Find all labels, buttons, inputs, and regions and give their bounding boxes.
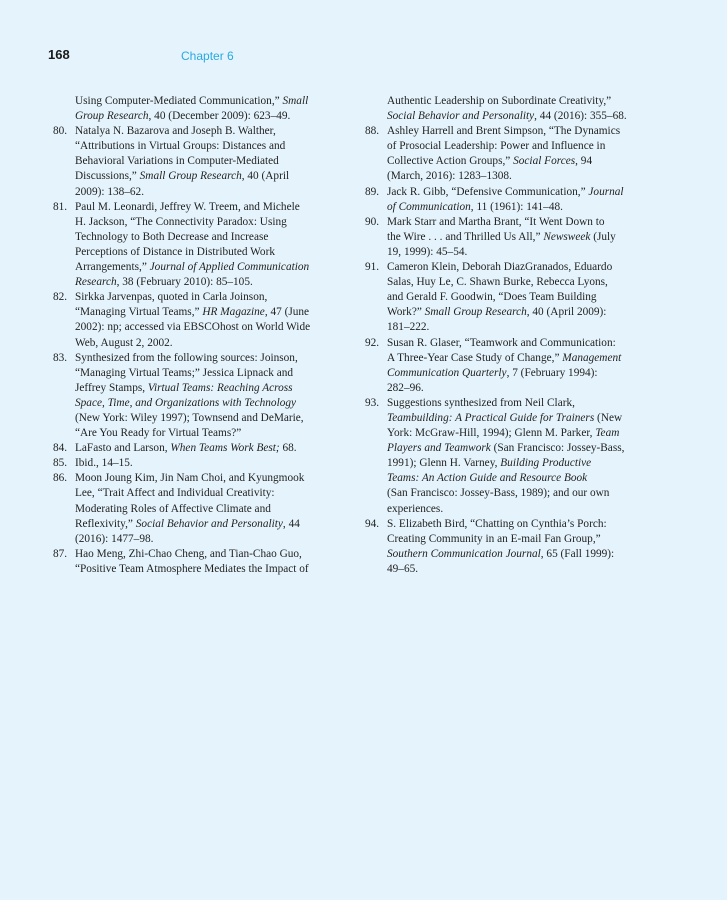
citation-text: Moon Joung Kim, Jin Nam Choi, and Kyungmook [75, 472, 305, 485]
endnote-line [387, 139, 656, 154]
citation-text: York: McGraw-Hill, 1994); Glenn M. Parker, [387, 427, 596, 440]
citation-text: 19, 1999): 45–54. [387, 245, 468, 258]
endnote-line [75, 351, 344, 366]
citation-title: Communication Quarterly [387, 366, 507, 379]
endnote-number [44, 351, 75, 442]
citation-text: 282–96. [387, 381, 424, 394]
citation-text: 2009): 138–62. [75, 185, 145, 198]
endnote-line [75, 532, 344, 547]
endnote-91 [356, 260, 656, 335]
endnote-line [387, 547, 656, 562]
endnote-line [387, 169, 656, 184]
endnote-line [75, 456, 344, 471]
citation-text: Paul M. Leonardi, Jeffrey W. Treem, and Michele [75, 200, 300, 213]
citation-text: “Attributions in Virtual Groups: Distances and [75, 140, 286, 153]
citation-title: Teambuilding: A Practical Guide for Trainers [387, 411, 595, 424]
endnote-line [75, 471, 344, 486]
citation-title: When Teams Work Best; [170, 442, 280, 455]
citation-text: Hao Meng, Zhi-Chao Cheng, and Tian-Chao Guo, [75, 547, 302, 560]
endnote-line [75, 109, 344, 124]
citation-text: Sirkka Jarvenpas, quoted in Carla Joinson, [75, 291, 268, 304]
citation-title: Players and Teamwork [387, 442, 491, 455]
endnote-line [75, 94, 344, 109]
endnote-81 [44, 200, 344, 291]
endnote-text [75, 456, 344, 471]
endnote-94 [356, 517, 656, 577]
endnote-86 [44, 471, 344, 546]
endnote-line [387, 411, 656, 426]
endnote-number [44, 200, 75, 291]
endnote-line [75, 305, 344, 320]
citation-title: Journal of Applied Communication [149, 261, 310, 274]
citation-title: Research [75, 276, 117, 289]
endnote-text [387, 336, 656, 396]
citation-text: “Managing Virtual Teams,” [75, 306, 203, 319]
endnote-line [387, 396, 656, 411]
citation-text: Web, August 2, 2002. [75, 336, 173, 349]
endnote-number [44, 290, 75, 350]
endnote-number [44, 94, 75, 124]
citation-text: Perceptions of Distance in Distributed Work [75, 245, 275, 258]
citation-title: Virtual Teams: Reaching Across [147, 381, 293, 394]
citation-title: Newsweek [543, 230, 591, 243]
endnote-text [387, 124, 656, 184]
endnote-line [387, 94, 656, 109]
citation-text: Lee, “Trait Affect and Individual Creativity: [75, 487, 275, 500]
citation-text: A Three-Year Case Study of Change,” [387, 351, 563, 364]
endnote-text [75, 471, 344, 546]
endnote-text [387, 396, 656, 517]
endnote-number [356, 124, 387, 184]
citation-text: Ashley Harrell and Brent Simpson, “The Dynamics [387, 125, 621, 138]
citation-text: 1991); Glenn H. Varney, [387, 457, 501, 470]
endnote-number [44, 547, 75, 577]
endnote-line [387, 260, 656, 275]
citation-title: Social Behavior and Personality [387, 110, 535, 123]
endnote-text [387, 517, 656, 577]
citation-text: 181–222. [387, 321, 430, 334]
endnote-85 [44, 456, 344, 471]
endnote-83 [44, 351, 344, 442]
citation-text: Synthesized from the following sources: Joinson, [75, 351, 298, 364]
citation-text: and Gerald F. Goodwin, “Does Team Building [387, 291, 597, 304]
endnote-line [387, 502, 656, 517]
endnote-line [387, 230, 656, 245]
citation-text: , 65 (Fall 1999): [540, 547, 615, 560]
endnote-line [387, 456, 656, 471]
citation-title: Team [595, 427, 620, 440]
endnote-number-label: 82. [53, 291, 68, 304]
endnote-number [44, 441, 75, 456]
endnote-number-label: 88. [365, 125, 380, 138]
endnote-line [75, 336, 344, 351]
endnote-text [387, 94, 656, 124]
citation-text: , 47 (June [264, 306, 310, 319]
citation-text: Arrangements,” [75, 261, 150, 274]
endnote-number [356, 185, 387, 215]
citation-text: Moderating Roles of Affective Climate and [75, 502, 271, 515]
citation-text: , 40 (April 2009): [526, 306, 607, 319]
citation-title: of Communication [387, 200, 471, 213]
endnote-text [75, 94, 344, 124]
endnote-number-label: 90. [365, 215, 380, 228]
endnote-line [75, 381, 344, 396]
endnote-number-label: 91. [365, 261, 380, 274]
endnote-number-label: 83. [53, 351, 68, 364]
endnote-line [75, 562, 344, 577]
citation-title: Journal [588, 185, 624, 198]
citation-title: Small [282, 95, 309, 107]
endnote-90 [356, 215, 656, 260]
citation-title: Building Productive [500, 457, 592, 470]
endnote-number-label: 84. [53, 442, 68, 455]
endnote-text [75, 200, 344, 291]
endnote-line [387, 154, 656, 169]
endnote-continued [44, 94, 344, 124]
citation-text: Natalya N. Bazarova and Joseph B. Walther, [75, 125, 276, 138]
endnote-line [75, 441, 344, 456]
endnote-line [387, 275, 656, 290]
citation-text: the Wire . . . and Thrilled Us All,” [387, 230, 544, 243]
citation-text: Authentic Leadership on Subordinate Creativity,” [387, 95, 612, 107]
endnote-87 [44, 547, 344, 577]
citation-text: (March, 2016): 1283–1308. [387, 170, 512, 183]
citation-text: , 40 (April [241, 170, 290, 183]
endnote-line [387, 562, 656, 577]
citation-text: LaFasto and Larson, [75, 442, 171, 455]
endnote-line [75, 230, 344, 245]
endnote-text [75, 290, 344, 350]
citation-text: , 40 (December 2009): 623–49. [148, 110, 291, 123]
chapter-label: Chapter 6 [181, 49, 234, 63]
endnote-text [387, 185, 656, 215]
endnote-number-label: 92. [365, 336, 380, 349]
endnote-number [44, 124, 75, 199]
endnote-line [75, 245, 344, 260]
endnote-line [387, 486, 656, 501]
endnote-line [75, 486, 344, 501]
citation-text: Susan R. Glaser, “Teamwork and Communication: [387, 336, 616, 349]
citation-text: Creating Community in an E-mail Fan Group,” [387, 532, 601, 545]
citation-text: of Prosocial Leadership: Power and Influence in [387, 140, 606, 153]
citation-text: “Positive Team Atmosphere Mediates the Impact of [75, 562, 309, 575]
endnote-line [387, 124, 656, 139]
endnote-line [387, 532, 656, 547]
endnote-number-label: 86. [53, 472, 68, 485]
notes-column-right [356, 94, 656, 577]
citation-text: (New [594, 411, 623, 424]
citation-text: Salas, Huy Le, C. Shawn Burke, Rebecca Lyons, [387, 276, 608, 289]
endnote-line [75, 154, 344, 169]
endnote-line [387, 336, 656, 351]
citation-text: “Are You Ready for Virtual Teams?” [75, 427, 242, 440]
citation-text: Jeffrey Stamps, [75, 381, 148, 394]
endnote-number-label: 81. [53, 200, 68, 213]
citation-title: HR Magazine [202, 306, 265, 319]
endnote-82 [44, 290, 344, 350]
endnote-number [44, 471, 75, 546]
endnote-text [75, 351, 344, 442]
endnote-number-label: 94. [365, 517, 380, 530]
citation-text: Reflexivity,” [75, 517, 136, 530]
citation-text: experiences. [387, 502, 444, 515]
endnote-number [356, 260, 387, 335]
endnote-line [75, 502, 344, 517]
endnote-line [75, 200, 344, 215]
endnote-line [387, 200, 656, 215]
citation-text: “Managing Virtual Teams;” Jessica Lipnack and [75, 366, 294, 379]
citation-text: , 11 (1961): 141–48. [470, 200, 563, 213]
endnote-continued [356, 94, 656, 124]
endnote-number-label: 85. [53, 457, 68, 470]
endnote-line [387, 245, 656, 260]
citation-text: (2016): 1477–98. [75, 532, 154, 545]
endnote-line [387, 305, 656, 320]
endnote-line [75, 260, 344, 275]
endnote-line [75, 275, 344, 290]
endnote-line [75, 517, 344, 532]
endnote-line [75, 396, 344, 411]
endnote-line [387, 441, 656, 456]
endnote-line [387, 320, 656, 335]
endnote-line [387, 290, 656, 305]
endnote-line [387, 185, 656, 200]
citation-text: (July [590, 230, 616, 243]
endnote-text [387, 260, 656, 335]
citation-text: Discussions,” [75, 170, 140, 183]
endnote-number [356, 215, 387, 260]
citation-text: Behavioral Variations in Computer-Mediated [75, 155, 279, 168]
citation-title: Teams: An Action Guide and Resource Book [387, 472, 588, 485]
endnote-number [356, 94, 387, 124]
endnote-line [75, 139, 344, 154]
citation-text: (San Francisco: Jossey-Bass, 1989); and our own [387, 487, 610, 500]
citation-text: S. Elizabeth Bird, “Chatting on Cynthia’s Porch: [387, 517, 607, 530]
endnote-84 [44, 441, 344, 456]
endnote-93 [356, 396, 656, 517]
notes-column-left [44, 94, 344, 577]
endnote-text [75, 124, 344, 199]
citation-text: 68. [279, 442, 297, 455]
citation-title: Social Forces [513, 155, 576, 168]
citation-text: 2002): np; accessed via EBSCOhost on World Wide [75, 321, 311, 334]
citation-title: Group Research [75, 110, 149, 123]
citation-title: Social Behavior and Personality [135, 517, 283, 530]
citation-text: Suggestions synthesized from Neil Clark, [387, 396, 575, 409]
citation-title: Management [562, 351, 622, 364]
citation-text: Collective Action Groups,” [387, 155, 514, 168]
citation-text: (San Francisco: Jossey-Bass, [490, 442, 625, 455]
endnote-88 [356, 124, 656, 184]
endnote-line [75, 185, 344, 200]
endnote-line [75, 411, 344, 426]
citation-text: Using Computer-Mediated Communication,” [75, 95, 283, 107]
citation-text: Jack R. Gibb, “Defensive Communication,” [387, 185, 589, 198]
citation-text: Mark Starr and Martha Brant, “It Went Down to [387, 215, 605, 228]
endnote-line [75, 547, 344, 562]
citation-title: Southern Communication Journal [387, 547, 541, 560]
citation-text: Technology to Both Decrease and Increase [75, 230, 269, 243]
endnote-89 [356, 185, 656, 215]
citation-text: Cameron Klein, Deborah DiazGranados, Eduardo [387, 261, 613, 274]
page-number: 168 [48, 47, 70, 62]
endnote-92 [356, 336, 656, 396]
endnote-line [387, 471, 656, 486]
endnote-line [387, 351, 656, 366]
endnote-number-label: 87. [53, 547, 68, 560]
endnote-text [387, 215, 656, 260]
citation-text: , 44 [282, 517, 300, 530]
endnote-line [75, 290, 344, 305]
endnote-line [75, 366, 344, 381]
citation-title: Small Group Research [424, 306, 527, 319]
citation-text: Ibid., 14–15. [75, 457, 133, 470]
endnote-line [387, 426, 656, 441]
endnote-number [44, 456, 75, 471]
endnote-line [387, 109, 656, 124]
endnote-number-label: 93. [365, 396, 380, 409]
citation-text: H. Jackson, “The Connectivity Paradox: Using [75, 215, 287, 228]
endnote-line [75, 124, 344, 139]
endnote-text [75, 441, 344, 456]
endnote-number [356, 396, 387, 517]
endnote-line [387, 381, 656, 396]
endnote-line [75, 169, 344, 184]
endnote-line [75, 215, 344, 230]
endnote-number [356, 517, 387, 577]
endnote-line [387, 366, 656, 381]
citation-title: Small Group Research [139, 170, 242, 183]
endnote-text [75, 547, 344, 577]
endnote-80 [44, 124, 344, 199]
endnote-line [75, 426, 344, 441]
citation-text: , 38 (February 2010): 85–105. [116, 276, 253, 289]
citation-text: (New York: Wiley 1997); Townsend and DeMarie, [75, 411, 304, 424]
citation-text: , 44 (2016): 355–68. [534, 110, 627, 123]
endnote-line [387, 215, 656, 230]
endnote-line [75, 320, 344, 335]
citation-title: Space, Time, and Organizations with Technology [75, 396, 297, 409]
citation-text: , 94 [575, 155, 593, 168]
citation-text: 49–65. [387, 562, 419, 575]
endnote-number-label: 80. [53, 125, 68, 138]
citation-text: Work?” [387, 306, 425, 319]
endnote-number [356, 336, 387, 396]
endnote-number-label: 89. [365, 185, 380, 198]
citation-text: , 7 (February 1994): [506, 366, 598, 379]
endnote-line [387, 517, 656, 532]
